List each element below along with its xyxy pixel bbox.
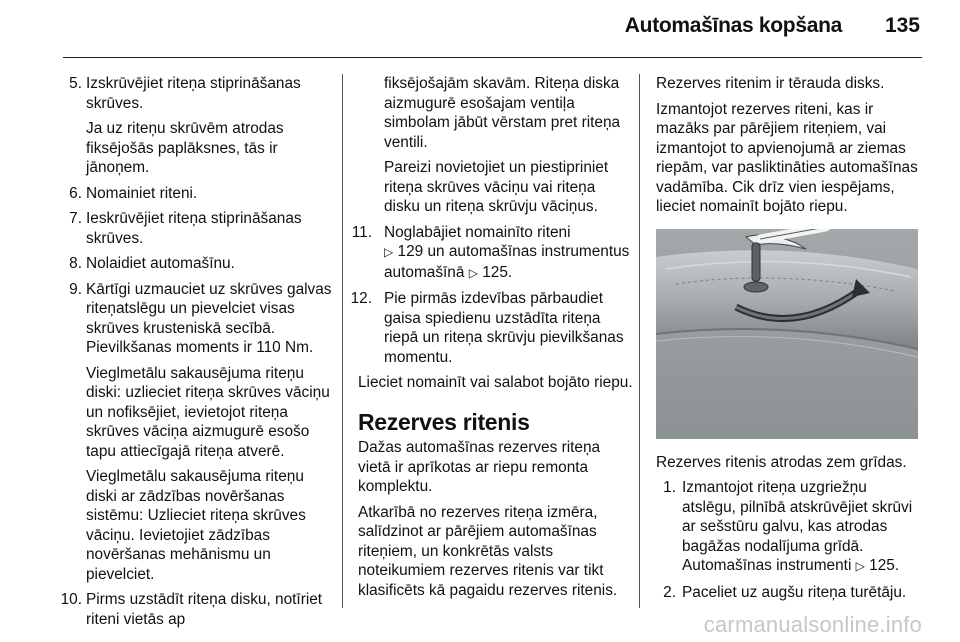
column-divider <box>639 74 640 608</box>
paragraph: Izmantojot rezerves riteni, kas ir mazāks par pārējiem riteņiem, vai izmantojot to apvienojumā ar ziemas riepām, var pasliktināties automašīnas vadāmība. Cik drīz vien iespējams, lieciet nomainīt bojāto riepu. <box>656 100 918 215</box>
paragraph: Atkarībā no rezerves riteņa izmēra, salīdzinot ar pārējiem automašīnas riteņiem, un konkrētās valsts noteikumiem rezerves ritenis var tikt klasificēts kā pagaidu rezerves ritenis. <box>358 503 618 599</box>
list-item-note: Ja uz riteņu skrūvēm atrodas fiksējošās paplāksnes, tās ir jānoņem. <box>86 120 284 176</box>
column-left <box>34 74 334 635</box>
wrench-turning-illustration <box>656 229 918 439</box>
list-item: 11. Noglabājiet nomainīto riteni ▷ 129 un automašīnas instrumentus automašīnā ▷ 125. <box>351 223 630 281</box>
paragraph: Rezerves ritenim ir tērauda disks. <box>656 75 885 92</box>
page-title: Automašīnas kopšana <box>624 14 842 37</box>
page-reference: 129 un automašīnas instrumentus automašīnā <box>384 243 630 281</box>
list-item: 7. Ieskrūvējiet riteņa stiprināšanas skrūves. <box>69 210 302 247</box>
list-item-note: Pareizi novietojiet un piestipriniet riteņa skrūves vāciņu vai riteņa disku un riteņa skrūvju vāciņus. <box>384 159 609 215</box>
list-item: 8. Nolaidiet automašīnu. <box>69 255 235 272</box>
column-divider <box>342 74 343 608</box>
list-item: 1. Izmantojot riteņa uzgriežņu atslēgu, pilnībā atskrūvējiet skrūvi ar sešstūru galvu, kas atrodas bagāžas nodalījuma grīdā. Automašīnas instrumenti ▷ 125. <box>663 479 913 574</box>
trunk-floor-illustration <box>656 229 918 439</box>
page-header <box>0 0 960 60</box>
watermark: carmanualsonline.info <box>703 612 922 637</box>
paragraph: Dažas automašīnas rezerves riteņa vietā ir aprīkotas ar riepu remonta komplektu. <box>358 439 601 495</box>
header-divider <box>63 57 922 58</box>
list-item-note: Vieglmetālu sakausējuma riteņu diski: uzlieciet riteņa skrūves vāciņu un nofiksējiet, ievietojot riteņa skrūves vāciņa aizmugurē esošo tapu attiecīgajā riteņa atverē. <box>86 364 330 460</box>
triangle-right-icon: ▷ <box>384 245 394 259</box>
list-item: 12. Pie pirmās izdevības pārbaudiet gaisa spiedienu uzstādīta riteņa riepā un riteņa skrūvju pievilkšanas momentu. <box>350 290 624 366</box>
page-number: 135 <box>884 14 920 37</box>
list-item: 6. Nomainiet riteni. <box>69 184 198 202</box>
list-item: 5. Izskrūvējiet riteņa stiprināšanas skrūves. <box>69 75 301 112</box>
triangle-right-icon: ▷ <box>468 265 478 280</box>
list-item: 10. Pirms uzstādīt riteņa disku, notīriet riteni vietās ap <box>60 591 323 628</box>
column-right <box>656 74 922 608</box>
list-item: 9. Kārtīgi uzmauciet uz skrūves galvas riteņatslēgu un pievelciet visas skrūves krusteniskā secībā. Pievilkšanas moments ir 110 Nm. <box>69 280 332 356</box>
list-item: 2. Paceliet uz augšu riteņa turētāju. <box>663 583 907 601</box>
column-middle <box>350 74 633 606</box>
section-heading: Rezerves ritenis <box>358 408 530 435</box>
page-reference: 125. <box>869 557 900 574</box>
page-reference: 125. <box>482 263 513 281</box>
triangle-right-icon: ▷ <box>855 559 865 573</box>
paragraph: Rezerves ritenis atrodas zem grīdas. <box>656 453 907 471</box>
list-item-continuation: fiksējošajām skavām. Riteņa diska aizmugurē esošajam ventiļa simbolam jābūt vērstam pret riteņa ventili. <box>384 75 621 151</box>
paragraph: Lieciet nomainīt vai salabot bojāto riepu. <box>358 374 633 391</box>
list-item-note: Vieglmetālu sakausējuma riteņu diski ar zādzības novēršanas sistēmu: Uzlieciet riteņa skrūves vāciņu. Ievietojiet zādzības novēršanas mehānismu un pievelciet. <box>86 468 306 583</box>
